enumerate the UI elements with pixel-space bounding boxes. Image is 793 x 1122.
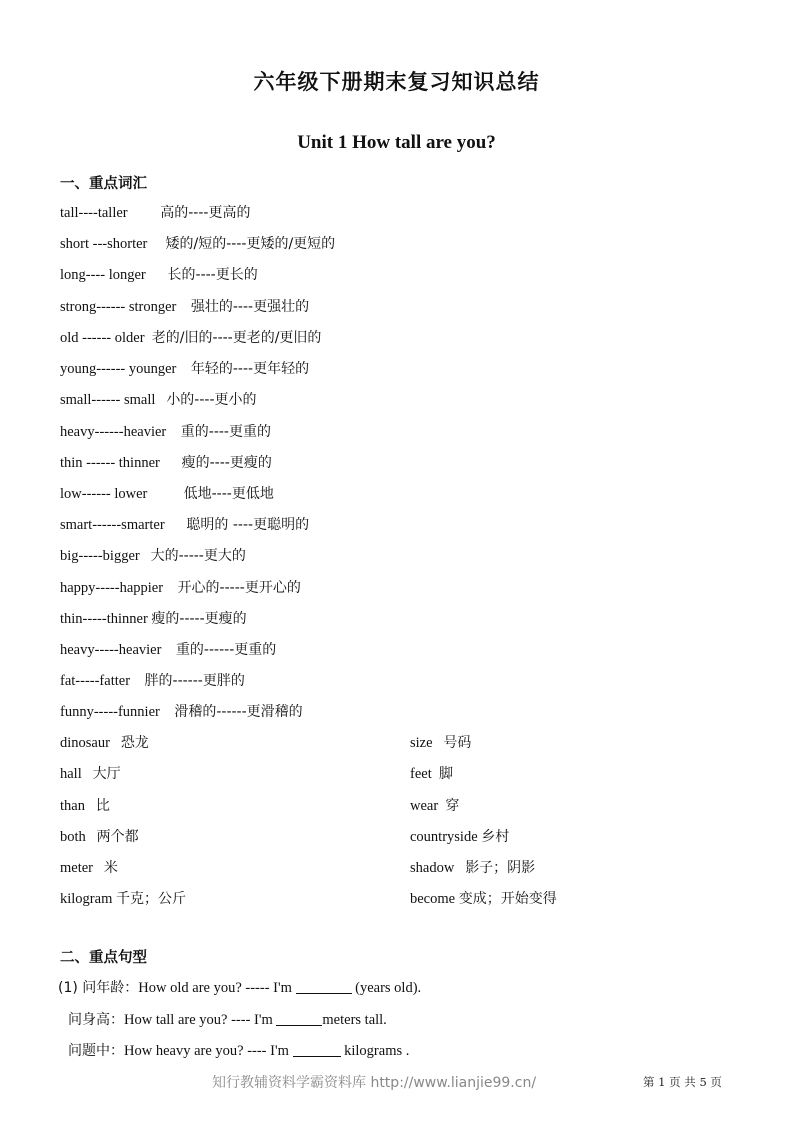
vocab-pair: short ---shorter 矮的/短的----更矮的/更短的 bbox=[60, 236, 336, 252]
vocab-pair: low------ lower 低地----更低地 bbox=[60, 486, 274, 502]
vocab-word: hall 大厅 bbox=[60, 766, 121, 782]
vocab-pair: young------ younger 年轻的----更年轻的 bbox=[60, 361, 310, 377]
vocab-word: kilogram 千克；公斤 bbox=[60, 891, 186, 907]
vocab-pair: strong------ stronger 强壮的----更强壮的 bbox=[60, 299, 310, 315]
vocab-pair: happy-----happier 开心的-----更开心的 bbox=[60, 580, 301, 596]
unit-title: Unit 1 How tall are you? bbox=[297, 132, 496, 153]
vocab-word: dinosaur 恐龙 bbox=[60, 735, 149, 751]
vocab-pair: fat-----fatter 胖的------更胖的 bbox=[60, 673, 245, 689]
vocab-pair: funny-----funnier 滑稽的------更滑稽的 bbox=[60, 704, 303, 720]
sentence-pattern: 问题中：How heavy are you? ---- I'm kilograms . bbox=[68, 1043, 410, 1059]
section-heading-vocabulary: 一、重点词汇 bbox=[60, 176, 147, 192]
vocab-pair: small------ small 小的----更小的 bbox=[60, 392, 257, 408]
vocab-word: wear 穿 bbox=[410, 798, 460, 814]
vocab-pair: thin ------ thinner 瘦的----更瘦的 bbox=[60, 455, 272, 471]
fill-blank bbox=[296, 979, 352, 994]
fill-blank bbox=[293, 1042, 341, 1057]
vocab-word: than 比 bbox=[60, 798, 110, 814]
section-heading-sentences: 二、重点句型 bbox=[60, 950, 147, 966]
vocab-word: feet 脚 bbox=[410, 766, 453, 782]
vocab-word: size 号码 bbox=[410, 735, 472, 751]
footer-watermark: 知行教辅资料学霸资料库 http://www.lianjie99.cn/ bbox=[212, 1075, 537, 1091]
fill-blank bbox=[276, 1011, 322, 1026]
document-title: 六年级下册期末复习知识总结 bbox=[253, 70, 540, 94]
vocab-pair: heavy-----heavier 重的------更重的 bbox=[60, 642, 277, 658]
vocab-word: both 两个都 bbox=[60, 829, 139, 845]
vocab-pair: thin-----thinner 瘦的-----更瘦的 bbox=[60, 611, 247, 627]
vocab-pair: heavy------heavier 重的----更重的 bbox=[60, 424, 271, 440]
sentence-pattern: 问身高：How tall are you? ---- I'm meters tall. bbox=[68, 1012, 387, 1028]
vocab-pair: tall----taller 高的----更高的 bbox=[60, 205, 251, 221]
vocab-pair: big-----bigger 大的-----更大的 bbox=[60, 548, 246, 564]
vocab-word: become 变成；开始变得 bbox=[410, 891, 557, 907]
vocab-pair: old ------ older 老的/旧的----更老的/更旧的 bbox=[60, 330, 322, 346]
vocab-pair: long---- longer 长的----更长的 bbox=[60, 267, 258, 283]
vocab-pair: smart------smarter 聪明的 ----更聪明的 bbox=[60, 517, 310, 533]
sentence-pattern: (1) 问年龄：How old are you? ----- I'm (years old). bbox=[58, 980, 422, 996]
page-number: 第 1 页 共 5 页 bbox=[643, 1075, 722, 1089]
vocab-word: meter 米 bbox=[60, 860, 118, 876]
vocab-word: countryside 乡村 bbox=[410, 829, 510, 845]
vocab-word: shadow 影子；阴影 bbox=[410, 860, 536, 876]
